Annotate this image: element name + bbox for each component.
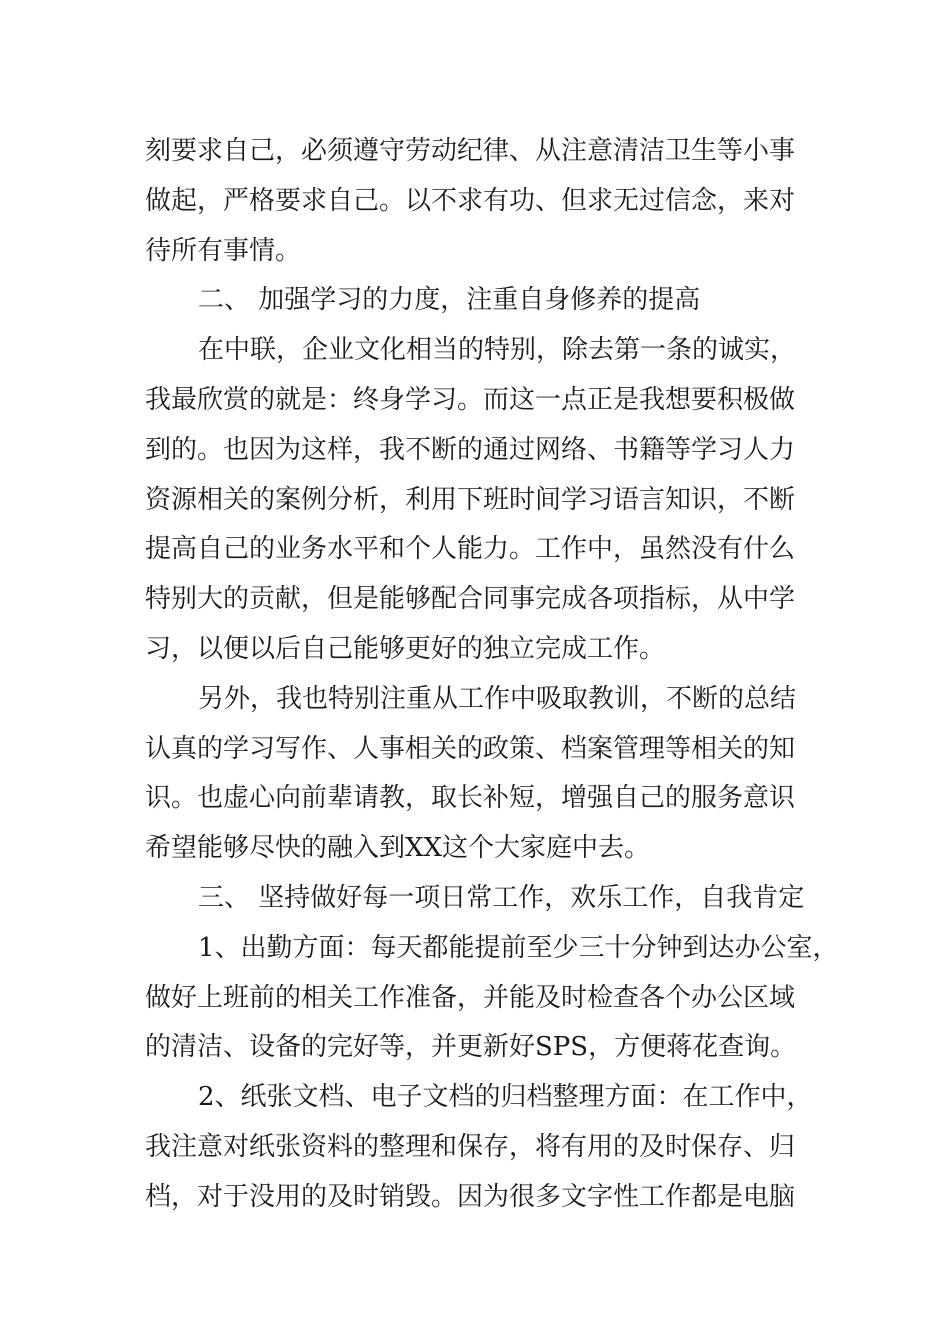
text-line: 提高自己的业务水平和个人能力。工作中，虽然没有什么 [145,534,796,565]
text-line: 识。也虚心向前辈请教，取长补短，增强自己的服务意识 [145,783,796,814]
document-body [145,127,839,1223]
section-heading: 三、 坚持做好每一项日常工作，欢乐工作，自我肯定 [198,882,805,913]
text-line: 待所有事情。 [145,235,302,266]
text-line: 认真的学习写作、人事相关的政策、档案管理等相关的知 [145,733,796,764]
text-line: 我最欣赏的就是：终身学习。而这一点正是我想要积极做 [145,384,796,415]
text-line: 希望能够尽快的融入到XX这个大家庭中去。 [145,833,651,864]
text-line: 做起，严格要求自己。以不求有功、但求无过信念，来对 [145,185,796,216]
text-line: 2、纸张文档、电子文档的归档整理方面：在工作中， [198,1082,813,1113]
text-line: 另外，我也特别注重从工作中吸取教训，不断的总结 [198,683,797,714]
text-line: 我注意对纸张资料的整理和保存，将有用的及时保存、归 [145,1131,796,1162]
text-line: 刻要求自己，必须遵守劳动纪律、从注意清洁卫生等小事 [145,136,796,166]
text-line: 做好上班前的相关工作准备，并能及时检查各个办公区域 [145,982,796,1013]
text-line: 习，以便以后自己能够更好的独立完成工作。 [145,633,666,664]
text-line: 到的。也因为这样，我不断的通过网络、书籍等学习人力 [145,434,796,465]
text-line: 1、出勤方面：每天都能提前至少三十分钟到达办公室， [198,932,839,963]
text-line: 档，对于没用的及时销毁。因为很多文字性工作都是电脑 [145,1181,796,1212]
text-line: 特别大的贡献，但是能够配合同事完成各项指标，从中学 [145,584,796,615]
text-line: 的清洁、设备的完好等，并更新好SPS，方便蒋花查询。 [145,1032,797,1063]
text-line: 资源相关的案例分析，利用下班时间学习语言知识，不断 [145,484,796,515]
section-heading: 二、 加强学习的力度，注重自身修养的提高 [198,285,701,316]
text-line: 在中联，企业文化相当的特别，除去第一条的诚实， [198,335,797,366]
